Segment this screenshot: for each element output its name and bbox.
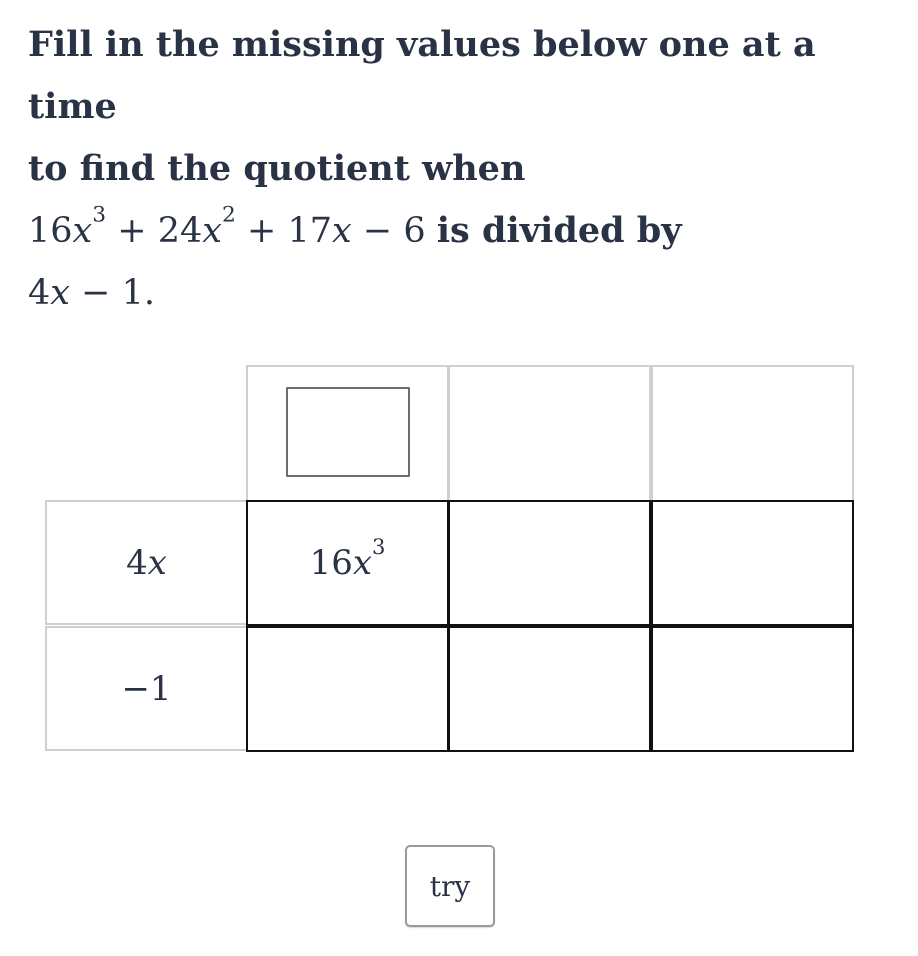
product-cell-r2-c2 [448,626,651,752]
product-term-r1-c1: $16x^3$ [309,533,386,583]
product-cell-r1-c2 [448,500,651,626]
problem-prompt [28,14,898,324]
product-cell-r1-c3 [651,500,854,626]
prompt-line-3 [28,200,898,262]
prompt-middle-text: is divided by [436,210,682,251]
quotient-cell-3 [651,365,854,500]
divisor-term-cell-2 [45,626,246,751]
dividend-expression: $16x^3 + 24x^2 + 17x - 6$ [28,202,426,251]
product-cell-r2-c3 [651,626,854,752]
prompt-line-1: Fill in the missing values below one at a time [28,24,816,127]
quotient-cell-2 [448,365,651,500]
quotient-term-1-input[interactable] [286,387,410,477]
divisor-term-1: 4x [126,542,167,583]
product-cell-r1-c1 [246,500,449,626]
divisor-term-cell-1 [45,500,246,625]
try-button[interactable]: try [405,845,495,927]
divisor-term-2: −1 [121,668,172,709]
prompt-line-2: to find the quotient when [28,148,526,189]
product-cell-r2-c1 [246,626,449,752]
prompt-line-4 [28,262,898,324]
divisor-expression: 4x − 1. [28,273,156,313]
